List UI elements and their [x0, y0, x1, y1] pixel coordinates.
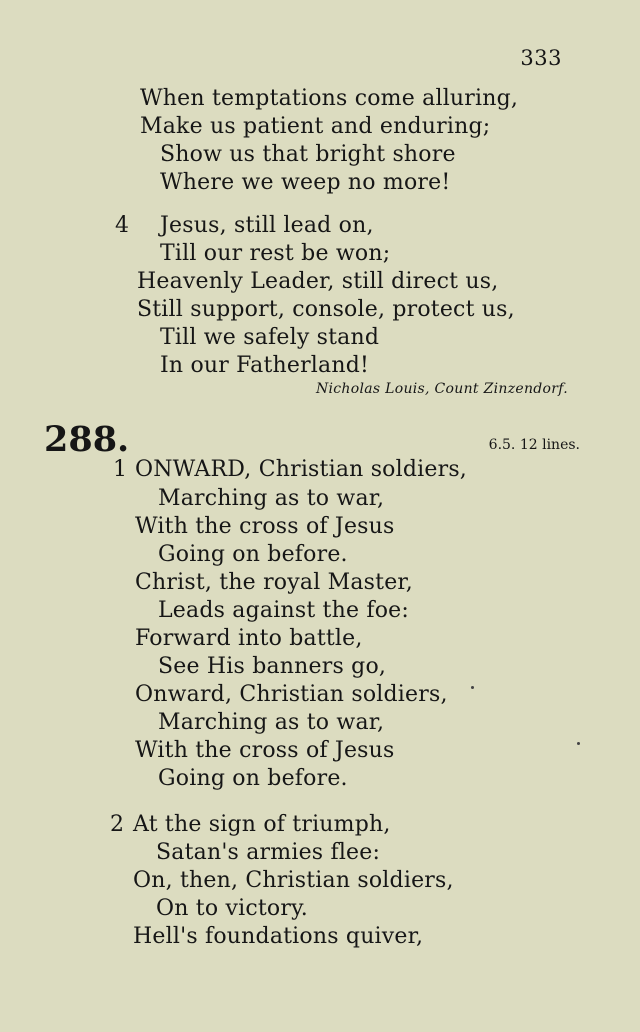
hymn-meter: 6.5. 12 lines.	[488, 437, 580, 453]
stanza-number: 4	[115, 213, 129, 238]
stanza-number: 1	[113, 457, 127, 482]
verse-line: Going on before.	[158, 766, 348, 791]
verse-line: With the cross of Jesus	[135, 514, 395, 539]
verse-line: Till our rest be won;	[160, 241, 391, 266]
verse-line: Till we safely stand	[160, 325, 380, 350]
page-number: 333	[520, 46, 562, 70]
verse-line: At the sign of triumph,	[133, 812, 391, 837]
verse-line: Make us patient and enduring;	[140, 114, 491, 139]
verse-line: Onward, Christian soldiers,	[135, 682, 448, 707]
verse-line: Heavenly Leader, still direct us,	[137, 269, 499, 294]
hymn-number: 288.	[44, 419, 130, 460]
verse-line: ONWARD, Christian soldiers,	[135, 457, 468, 482]
author-attribution: Nicholas Louis, Count Zinzendorf.	[315, 381, 568, 397]
verse-line: Marching as to war,	[158, 710, 385, 735]
verse-line: When temptations come alluring,	[140, 86, 519, 111]
print-speck	[471, 686, 474, 689]
verse-line: Hell's foundations quiver,	[133, 924, 424, 949]
verse-line: With the cross of Jesus	[135, 738, 395, 763]
verse-line: In our Fatherland!	[160, 353, 370, 378]
verse-line: Show us that bright shore	[160, 142, 456, 167]
verse-line: Leads against the foe:	[158, 598, 409, 623]
verse-line: Still support, console, protect us,	[137, 297, 515, 322]
verse-line: See His banners go,	[158, 654, 387, 679]
verse-line: On to victory.	[156, 896, 308, 921]
verse-line: Going on before.	[158, 542, 348, 567]
verse-line: Satan's armies flee:	[156, 840, 381, 865]
verse-line: On, then, Christian soldiers,	[133, 868, 454, 893]
stanza-number: 2	[110, 812, 124, 837]
verse-line: Marching as to war,	[158, 486, 385, 511]
print-speck	[577, 742, 580, 745]
verse-line: Forward into battle,	[135, 626, 363, 651]
verse-line: Christ, the royal Master,	[135, 570, 413, 595]
verse-line: Jesus, still lead on,	[160, 213, 374, 238]
verse-line: Where we weep no more!	[160, 170, 451, 195]
